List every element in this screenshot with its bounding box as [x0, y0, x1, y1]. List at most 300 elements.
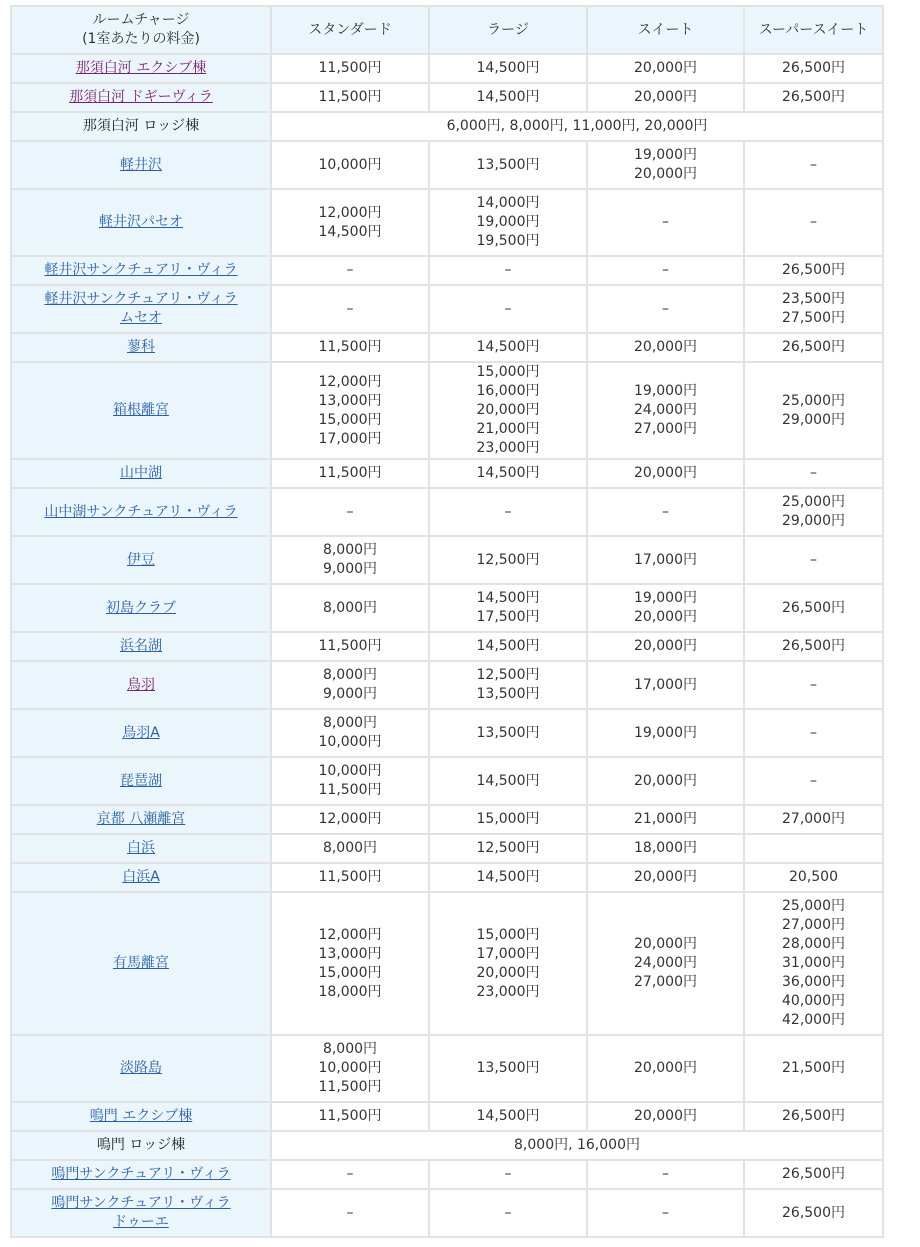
resort-name-line: 白浜: [127, 840, 155, 856]
rate-value: –: [346, 503, 354, 520]
rate-value: 11,500円: [318, 638, 382, 654]
standard-rate-cell: [272, 537, 428, 583]
rate-value: 26,500円: [782, 599, 845, 616]
rate-value: 20,000円: [634, 339, 697, 355]
rate-value: 21,000円: [634, 811, 697, 827]
super-suite-rate-cell: [745, 363, 882, 458]
rate-value: 12,500円: [476, 840, 540, 856]
rate-value: 10,000円: [318, 1060, 382, 1076]
resort-name-line: 那須白河 ロッジ棟: [82, 118, 200, 134]
rate-value: 12,000円: [318, 811, 382, 827]
room-rate-table: [10, 5, 884, 1238]
table-row: [12, 1190, 882, 1236]
super-suite-rate-cell: [745, 1190, 882, 1236]
resort-name: [12, 117, 270, 136]
rate-value: 20,000円: [476, 402, 540, 418]
large-rate-cell: [430, 334, 586, 361]
resort-link[interactable]: [12, 1165, 270, 1184]
resort-link[interactable]: [12, 290, 270, 328]
header-corner-line2: (1室あたりの料金): [82, 31, 200, 47]
combined-rate-cell: 8,000円, 16,000円: [272, 1132, 882, 1159]
rate-value: 19,000円: [476, 214, 540, 230]
table-row: [12, 537, 882, 583]
suite-rate-cell: [588, 334, 743, 361]
resort-name-line: 鳴門サンクチュアリ・ヴィラ: [51, 1195, 231, 1211]
large-rate-cell: [430, 286, 586, 332]
super-suite-rate-cell: [745, 334, 882, 361]
resort-link[interactable]: [12, 868, 270, 887]
standard-rate-cell: [272, 460, 428, 487]
rate-value: 29,000円: [782, 411, 845, 428]
rate-value: 17,500円: [476, 609, 540, 625]
standard-rate-cell: [272, 662, 428, 708]
rate-value: 20,000円: [634, 465, 697, 481]
header-suite: スイート: [588, 7, 743, 53]
rate-value: 13,000円: [318, 392, 382, 409]
rate-value: 20,000円: [634, 936, 697, 952]
resort-link[interactable]: [12, 954, 270, 973]
resort-name-line: 淡路島: [120, 1060, 162, 1076]
rate-value: –: [810, 214, 817, 230]
standard-rate-cell: [272, 286, 428, 332]
super-suite-rate-cell: [745, 55, 882, 82]
suite-rate-cell: [588, 864, 743, 891]
resort-link[interactable]: [12, 88, 270, 107]
rate-value: 10,000円: [318, 763, 382, 779]
suite-rate-cell: [588, 633, 743, 660]
rate-value: –: [504, 300, 512, 317]
resort-name-line: 京都 八瀬離宮: [96, 811, 186, 827]
rate-value: 11,500円: [318, 1079, 382, 1095]
rate-value: 16,000円: [476, 383, 540, 399]
resort-name-line: 鳥羽A: [122, 724, 160, 741]
rate-value: 14,500円: [476, 590, 540, 606]
rate-value: 20,000円: [634, 60, 697, 76]
rate-value: –: [662, 503, 669, 520]
rate-value: 19,000円: [634, 724, 697, 741]
large-rate-cell: [430, 662, 586, 708]
resort-name-cell: [12, 113, 270, 140]
resort-name-line: 鳴門サンクチュアリ・ヴィラ: [51, 1166, 231, 1182]
resort-link[interactable]: [12, 551, 270, 570]
table-row: [12, 1103, 882, 1130]
rate-value: –: [504, 1166, 512, 1182]
resort-name-cell: [12, 1190, 270, 1236]
resort-name-line: 箱根離宮: [113, 402, 169, 418]
combined-rate-cell: 6,000円, 8,000円, 11,000円, 20,000円: [272, 113, 882, 140]
standard-rate-cell: [272, 190, 428, 255]
rate-value: 8,000円: [322, 715, 378, 731]
standard-rate-cell: [272, 334, 428, 361]
resort-name-line: 琵琶湖: [120, 772, 162, 789]
standard-rate-cell: [272, 55, 428, 82]
resort-link[interactable]: [12, 724, 270, 743]
standard-rate-cell: [272, 84, 428, 111]
large-rate-cell: [430, 1103, 586, 1130]
table-row: [12, 864, 882, 891]
large-rate-cell: [430, 363, 586, 458]
resort-name-line: 山中湖サンクチュアリ・ヴィラ: [44, 503, 238, 520]
rate-value: 14,500円: [476, 465, 540, 481]
resort-name-cell: [12, 460, 270, 487]
suite-rate-cell: [588, 84, 743, 111]
table-row: [12, 460, 882, 487]
large-rate-cell: [430, 537, 586, 583]
resort-name-line: 軽井沢パセオ: [99, 214, 183, 230]
rate-value: 20,000円: [634, 772, 697, 789]
rate-value: 14,000円: [476, 195, 540, 211]
rate-value: 11,500円: [318, 60, 382, 76]
resort-name-line: 那須白河 エクシブ棟: [75, 60, 207, 76]
rate-value: 11,500円: [318, 1108, 382, 1124]
resort-name-cell: [12, 190, 270, 255]
rate-value: –: [662, 214, 669, 230]
rate-value: 12,500円: [476, 551, 540, 568]
standard-rate-cell: [272, 585, 428, 631]
rate-value: 23,500円: [782, 291, 845, 307]
resort-link[interactable]: [12, 503, 270, 522]
resort-name-cell: [12, 84, 270, 111]
large-rate-cell: [430, 460, 586, 487]
table-row: [12, 758, 882, 804]
rate-value: 20,000円: [634, 89, 697, 105]
rate-value: 20,000円: [634, 609, 697, 625]
rate-value: 20,000円: [634, 869, 697, 885]
rate-value: –: [810, 465, 817, 481]
table-row: [12, 142, 882, 188]
resort-link[interactable]: [12, 156, 270, 175]
large-rate-cell: [430, 1161, 586, 1188]
table-body: [12, 55, 882, 1236]
table-row: [12, 662, 882, 708]
resort-link[interactable]: [12, 839, 270, 858]
resort-link[interactable]: [12, 261, 270, 280]
resort-name-cell: [12, 1036, 270, 1101]
rate-value: 27,500円: [782, 310, 845, 326]
large-rate-cell: [430, 1036, 586, 1101]
rate-value: 12,000円: [318, 204, 382, 221]
suite-rate-cell: [588, 363, 743, 458]
rate-value: 26,500円: [782, 60, 845, 76]
super-suite-rate-cell: [745, 460, 882, 487]
resort-name-line: 軽井沢サンクチュアリ・ヴィラ: [44, 262, 238, 278]
suite-rate-cell: [588, 460, 743, 487]
header-corner: [12, 7, 270, 53]
large-rate-cell: [430, 835, 586, 862]
super-suite-rate-cell: [745, 758, 882, 804]
rate-value: 11,500円: [318, 465, 382, 481]
rate-value: 36,000円: [782, 974, 845, 990]
rate-value: 14,500円: [476, 772, 540, 789]
large-rate-cell: [430, 585, 586, 631]
large-rate-cell: [430, 190, 586, 255]
resort-name-cell: [12, 1161, 270, 1188]
table-row: [12, 806, 882, 833]
rate-value: 19,000円: [634, 147, 697, 163]
rate-value: 11,500円: [318, 339, 382, 355]
rate-value: –: [346, 1166, 354, 1182]
suite-rate-cell: [588, 537, 743, 583]
rate-value: 15,000円: [318, 411, 382, 428]
resort-name-line: 那須白河 ドギーヴィラ: [69, 89, 213, 105]
resort-name-cell: [12, 334, 270, 361]
resort-name-line: ムセオ: [120, 310, 162, 326]
resort-name-line: 軽井沢サンクチュアリ・ヴィラ: [44, 291, 238, 307]
rate-value: 11,500円: [318, 782, 382, 798]
resort-name-cell: [12, 662, 270, 708]
rate-value: 20,000円: [476, 964, 540, 981]
rate-value: 12,500円: [476, 667, 540, 683]
table-row: [12, 585, 882, 631]
rate-value: –: [504, 503, 512, 520]
large-rate-cell: [430, 893, 586, 1034]
table-row: [12, 1161, 882, 1188]
rate-value: 17,000円: [634, 551, 697, 568]
rate-value: 26,500円: [782, 262, 845, 278]
large-rate-cell: [430, 489, 586, 535]
standard-rate-cell: [272, 893, 428, 1034]
resort-name-line: 鳴門 ロッジ棟: [96, 1137, 186, 1153]
suite-rate-cell: [588, 489, 743, 535]
rate-value: 25,000円: [782, 494, 845, 510]
rate-value: 13,500円: [476, 1060, 540, 1076]
resort-name-line: 鳴門 エクシブ棟: [89, 1108, 193, 1124]
rate-value: 27,000円: [634, 421, 697, 437]
rate-value: 14,500円: [318, 223, 382, 240]
super-suite-rate-cell: [745, 1036, 882, 1101]
rate-value: 13,500円: [476, 156, 540, 173]
resort-link[interactable]: [12, 637, 270, 656]
rate-value: 29,000円: [782, 513, 845, 529]
rate-value: 25,000円: [782, 898, 845, 914]
resort-name-cell: [12, 142, 270, 188]
super-suite-rate-cell: [745, 1161, 882, 1188]
rate-value: –: [346, 1204, 354, 1221]
resort-name-line: 軽井沢: [120, 156, 162, 173]
suite-rate-cell: [588, 806, 743, 833]
super-suite-rate-cell: [745, 537, 882, 583]
rate-value: 15,000円: [476, 811, 540, 827]
resort-link[interactable]: [12, 59, 270, 78]
large-rate-cell: [430, 142, 586, 188]
rate-value: 20,000円: [634, 166, 697, 182]
super-suite-rate-cell: [745, 257, 882, 284]
rate-value: 11,500円: [318, 89, 382, 105]
super-suite-rate-cell: [745, 710, 882, 756]
rate-value: 8,000円: [322, 667, 378, 683]
resort-link[interactable]: [12, 1107, 270, 1126]
rate-value: 42,000円: [782, 1012, 845, 1028]
large-rate-cell: [430, 84, 586, 111]
resort-link[interactable]: [12, 599, 270, 618]
rate-value: 8,000円: [322, 1041, 378, 1057]
rate-value: 27,000円: [782, 811, 845, 827]
super-suite-rate-cell: [745, 190, 882, 255]
suite-rate-cell: [588, 835, 743, 862]
standard-rate-cell: [272, 257, 428, 284]
resort-link[interactable]: [12, 1194, 270, 1232]
rate-value: 26,500円: [782, 638, 845, 654]
table-row: [12, 257, 882, 284]
table-row: [12, 84, 882, 111]
rate-value: 19,000円: [634, 383, 697, 399]
resort-name-cell: [12, 286, 270, 332]
resort-name-line: 白浜A: [122, 869, 160, 885]
suite-rate-cell: [588, 1036, 743, 1101]
super-suite-rate-cell: [745, 662, 882, 708]
rate-value: –: [662, 1204, 669, 1221]
super-suite-rate-cell: [745, 835, 882, 862]
rate-value: 21,000円: [476, 421, 540, 437]
rate-value: 26,500円: [782, 1204, 845, 1221]
large-rate-cell: [430, 710, 586, 756]
standard-rate-cell: [272, 363, 428, 458]
table-row: [12, 286, 882, 332]
rate-value: 25,000円: [782, 392, 845, 409]
suite-rate-cell: [588, 142, 743, 188]
rate-value: –: [662, 300, 669, 317]
suite-rate-cell: [588, 893, 743, 1034]
resort-link[interactable]: [12, 464, 270, 483]
rate-value: 27,000円: [634, 974, 697, 990]
rate-value: 26,500円: [782, 339, 845, 355]
resort-name-cell: [12, 585, 270, 631]
rate-value: 18,000円: [318, 983, 382, 1000]
rate-value: 19,500円: [476, 233, 540, 249]
table-row: [12, 334, 882, 361]
resort-name-line: ドゥーエ: [113, 1214, 169, 1230]
super-suite-rate-cell: [745, 864, 882, 891]
standard-rate-cell: [272, 1103, 428, 1130]
rate-value: 15,000円: [476, 364, 540, 380]
resort-link[interactable]: [12, 338, 270, 357]
resort-name-cell: [12, 257, 270, 284]
suite-rate-cell: [588, 1190, 743, 1236]
suite-rate-cell: [588, 257, 743, 284]
rate-value: –: [810, 772, 817, 789]
standard-rate-cell: [272, 142, 428, 188]
table-row: [12, 1132, 882, 1159]
table-row: [12, 633, 882, 660]
super-suite-rate-cell: [745, 142, 882, 188]
rate-value: 10,000円: [318, 734, 382, 750]
rate-value: –: [810, 156, 817, 173]
resort-name-line: 鳥羽: [127, 676, 155, 693]
rate-value: 20,000円: [634, 1108, 697, 1124]
rate-value: 20,000円: [634, 1060, 697, 1076]
rate-value: 14,500円: [476, 89, 540, 105]
resort-link[interactable]: [12, 213, 270, 232]
standard-rate-cell: [272, 758, 428, 804]
rate-value: 9,000円: [322, 561, 378, 577]
resort-name-cell: [12, 893, 270, 1034]
large-rate-cell: [430, 1190, 586, 1236]
table-row: [12, 835, 882, 862]
table-row: [12, 55, 882, 82]
resort-name-line: 蓼科: [127, 339, 155, 355]
rate-value: 28,000円: [782, 936, 845, 952]
resort-name-line: 初島クラブ: [106, 599, 176, 616]
resort-link[interactable]: [12, 772, 270, 791]
resort-name-cell: [12, 864, 270, 891]
suite-rate-cell: [588, 1161, 743, 1188]
rate-value: –: [810, 724, 817, 741]
rate-value: 20,000円: [634, 638, 697, 654]
super-suite-rate-cell: [745, 84, 882, 111]
standard-rate-cell: [272, 633, 428, 660]
large-rate-cell: [430, 758, 586, 804]
rate-value: 12,000円: [318, 373, 382, 390]
rate-value: 19,000円: [634, 590, 697, 606]
super-suite-rate-cell: [745, 806, 882, 833]
resort-name-cell: [12, 710, 270, 756]
rate-value: 15,000円: [318, 964, 382, 981]
rate-value: 23,000円: [476, 440, 540, 456]
resort-name-cell: [12, 758, 270, 804]
rate-value: 20,500: [789, 869, 838, 885]
header-large: ラージ: [430, 7, 586, 53]
header-corner-line1: ルームチャージ: [92, 12, 190, 28]
suite-rate-cell: [588, 585, 743, 631]
resort-name-cell: [12, 1132, 270, 1159]
resort-name-cell: [12, 363, 270, 458]
rate-value: 8,000円: [322, 542, 378, 558]
rate-value: 11,500円: [318, 869, 382, 885]
standard-rate-cell: [272, 1190, 428, 1236]
standard-rate-cell: [272, 1161, 428, 1188]
rate-value: 13,500円: [476, 724, 540, 741]
rate-value: 17,000円: [476, 945, 540, 962]
resort-name-line: 伊豆: [127, 551, 155, 568]
rate-value: 21,500円: [782, 1060, 845, 1076]
rate-value: 13,000円: [318, 945, 382, 962]
rate-value: 9,000円: [322, 686, 378, 702]
resort-link[interactable]: [12, 401, 270, 420]
table-row: [12, 710, 882, 756]
table-row: [12, 1036, 882, 1101]
table-row: [12, 113, 882, 140]
suite-rate-cell: [588, 662, 743, 708]
rate-value: –: [662, 262, 669, 278]
rate-value: 13,500円: [476, 686, 540, 702]
suite-rate-cell: [588, 710, 743, 756]
standard-rate-cell: [272, 710, 428, 756]
large-rate-cell: [430, 55, 586, 82]
rate-value: 14,500円: [476, 339, 540, 355]
resort-link[interactable]: [12, 676, 270, 695]
rate-value: 23,000円: [476, 983, 540, 1000]
rate-value: 14,500円: [476, 638, 540, 654]
resort-name: [12, 1136, 270, 1155]
standard-rate-cell: [272, 1036, 428, 1101]
standard-rate-cell: [272, 489, 428, 535]
table-row: [12, 190, 882, 255]
rate-value: 8,000円: [322, 840, 378, 856]
resort-name-cell: [12, 835, 270, 862]
resort-link[interactable]: [12, 810, 270, 829]
large-rate-cell: [430, 864, 586, 891]
rate-value: 40,000円: [782, 993, 845, 1009]
rate-value: –: [504, 1204, 512, 1221]
rate-value: –: [810, 676, 817, 693]
resort-link[interactable]: [12, 1059, 270, 1078]
rate-value: 8,000円: [322, 599, 378, 616]
super-suite-rate-cell: [745, 286, 882, 332]
header-super-suite: スーパースイート: [745, 7, 882, 53]
rate-value: 17,000円: [318, 430, 382, 447]
super-suite-rate-cell: [745, 633, 882, 660]
suite-rate-cell: [588, 190, 743, 255]
